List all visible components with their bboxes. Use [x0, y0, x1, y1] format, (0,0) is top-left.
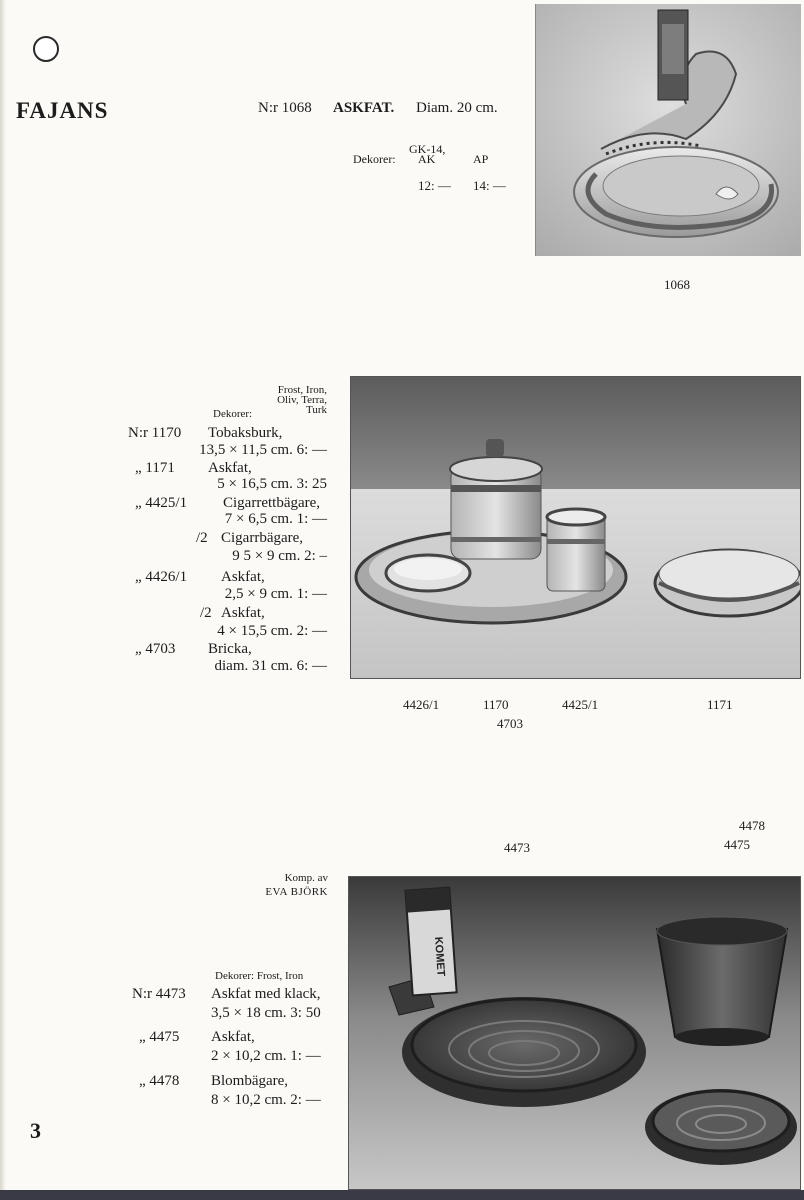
group2-item-name: Askfat, [221, 605, 265, 621]
punch-hole [33, 36, 59, 62]
caption-1170: 1170 [483, 697, 509, 712]
group2-item-dims: diam. 31 cm. 6: — [214, 658, 327, 674]
group3-dekorer: Dekorer: Frost, Iron [215, 970, 304, 982]
photo-group3-image [349, 877, 801, 1190]
photo-1068-image [536, 4, 801, 256]
group2-item-no: N:r 1170 [128, 425, 182, 441]
page-spine [0, 0, 6, 1200]
group2-item-name: Cigarrbägare, [221, 530, 304, 546]
group3-item-dims: 2 × 10,2 cm. 1: — [211, 1048, 321, 1064]
item-1068-name: ASKFAT. [333, 100, 395, 116]
group2-item-no: „ 4426/1 [135, 569, 188, 585]
group2-dekorer-1: Frost, Iron, [277, 384, 327, 396]
photo-1068 [535, 4, 801, 256]
item-1068-diam: Diam. 20 cm. [416, 100, 498, 116]
group2-item-dims: 4 × 15,5 cm. 2: — [217, 623, 327, 639]
group3-item-name: Blombägare, [211, 1073, 289, 1089]
group2-item-name: Bricka, [208, 641, 252, 657]
page-number: 3 [30, 1118, 41, 1143]
group2-dekorer-2: Oliv, Terra, [277, 394, 327, 406]
group2-item-no: /2 [200, 605, 212, 621]
group2-item-name: Cigarrettbägare, [223, 495, 321, 511]
item-1068-number: N:r 1068 [258, 100, 312, 116]
photo-group2-image [351, 377, 801, 679]
group3-item-name: Askfat, [211, 1029, 255, 1045]
group3-designer: EVA BJÖRK [265, 886, 328, 898]
group2-item-dims: 9 5 × 9 cm. 2: – [232, 548, 327, 564]
group2-item-name: Askfat, [208, 460, 252, 476]
photo-group3 [348, 876, 801, 1190]
group3-item-dims: 8 × 10,2 cm. 2: — [211, 1092, 321, 1108]
photo-group2 [350, 376, 801, 679]
group3-komp: Komp. av [284, 872, 328, 884]
group2-item-dims: 7 × 6,5 cm. 1: — [224, 511, 327, 527]
item-1068-price2: 14: — [473, 178, 506, 193]
caption-4475: 4475 [724, 837, 750, 852]
group2-item-name: Askfat, [221, 569, 265, 585]
caption-4425-1: 4425/1 [562, 697, 599, 712]
group2-item-dims: 5 × 16,5 cm. 3: 25 [217, 476, 327, 492]
group2-item-no: „ 4425/1 [135, 495, 188, 511]
caption-4426-1: 4426/1 [403, 697, 440, 712]
group3-item-name: Askfat med klack, [211, 986, 321, 1002]
group2-item-no: /2 [196, 530, 208, 546]
group2-dekorer-label: Dekorer: [213, 408, 253, 420]
caption-1068: 1068 [664, 277, 690, 292]
page-bottom-edge [0, 1190, 804, 1200]
item-1068-col1-sub: AK [418, 152, 436, 166]
caption-4703: 4703 [497, 716, 523, 731]
group2-item-dims: 2,5 × 9 cm. 1: — [224, 586, 327, 602]
group3-item-no: „ 4478 [139, 1073, 180, 1089]
caption-1171: 1171 [707, 697, 733, 712]
caption-4478: 4478 [739, 818, 765, 833]
group2-dekorer-3: Turk [306, 404, 327, 416]
group3-item-no: „ 4475 [139, 1029, 180, 1045]
caption-4473: 4473 [504, 840, 530, 855]
group3-item-dims: 3,5 × 18 cm. 3: 50 [211, 1005, 321, 1021]
group2-item-no: „ 4703 [135, 641, 176, 657]
group3-item-no: N:r 4473 [132, 986, 186, 1002]
group2-item-dims: 13,5 × 11,5 cm. 6: — [199, 442, 327, 458]
item-1068-col1-head: GK-14, [409, 142, 446, 156]
item-1068-col2-head: AP [473, 152, 489, 166]
item-1068-price1: 12: — [418, 178, 451, 193]
item-1068-dekorer-label: Dekorer: [353, 152, 396, 166]
group2-item-name: Tobaksburk, [208, 425, 283, 441]
section-title: FAJANS [16, 98, 109, 123]
matchbox-label: KOMET [432, 936, 447, 977]
group2-item-no: „ 1171 [135, 460, 175, 476]
